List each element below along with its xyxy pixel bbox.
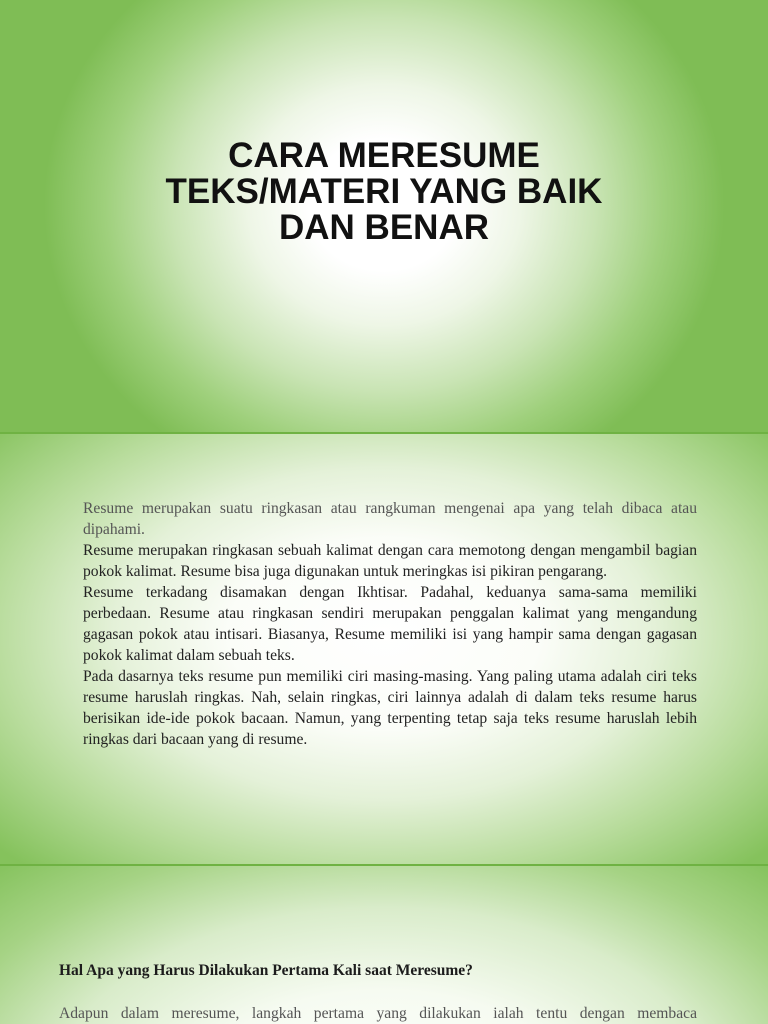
paragraph: Resume terkadang disamakan dengan Ikhtisar. Padahal, keduanya sama-sama memiliki perbedaan. Resume atau ringkasan sendiri merupakan penggalan kalimat yang mengandung gagasan pokok atau intisari. Biasanya, Resume memiliki isi yang hampir sama dengan gagasan pokok kalimat dalam sebuah teks. (83, 584, 697, 664)
slide-first-step (0, 866, 768, 1024)
title-line: DAN BENAR (279, 208, 489, 247)
paragraph: Resume merupakan suatu ringkasan atau rangkuman mengenai apa yang telah dibaca atau dipahami. (83, 500, 697, 538)
section-heading: Hal Apa yang Harus Dilakukan Pertama Kali saat Meresume? (59, 962, 473, 979)
definition-text (83, 498, 697, 750)
slide-definition (0, 434, 768, 864)
title-line: CARA MERESUME (228, 136, 540, 175)
slide-title-heading (84, 138, 684, 246)
paragraph: Resume merupakan ringkasan sebuah kalimat dengan cara memotong dengan mengambil bagian pokok kalimat. Resume bisa juga digunakan untuk meringkas isi pikiran pengarang. (83, 542, 697, 580)
title-line: TEKS/MATERI YANG BAIK (165, 172, 603, 211)
slide-title (0, 0, 768, 432)
paragraph: Adapun dalam meresume, langkah pertama yang dilakukan ialah tentu dengan membaca (59, 1005, 697, 1022)
paragraph: Pada dasarnya teks resume pun memiliki ciri masing-masing. Yang paling utama adalah ciri teks resume haruslah ringkas. Nah, selain ringkas, ciri lainnya adalah di dalam teks resume harus berisikan ide-ide pokok bacaan. Namun, yang terpenting tetap saja teks resume haruslah lebih ringkas dari bacaan yang di resume. (83, 668, 697, 748)
